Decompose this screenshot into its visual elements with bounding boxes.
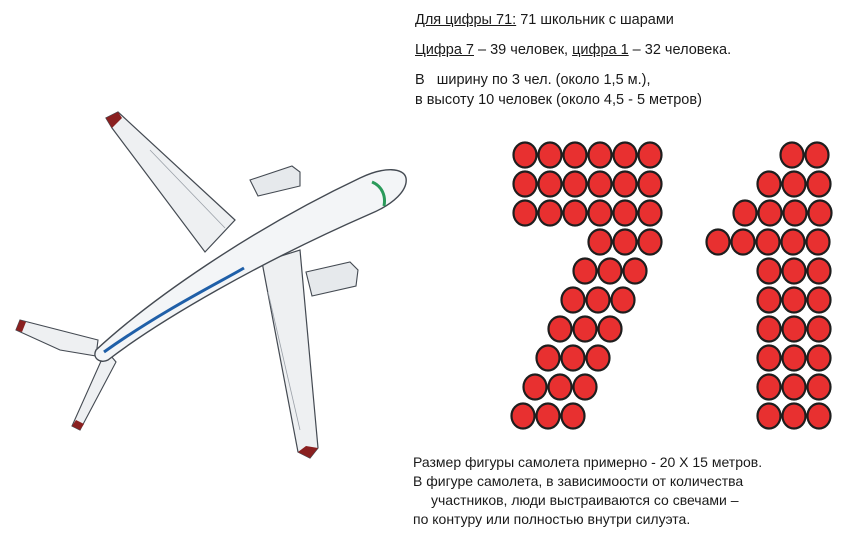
balloon (808, 404, 831, 429)
label-digit-1: цифра 1 (572, 42, 629, 58)
balloon (574, 375, 597, 400)
balloon (808, 172, 831, 197)
line-height: в высоту 10 человек (около 4,5 - 5 метров) (415, 92, 702, 108)
balloon (783, 288, 806, 313)
balloon (587, 288, 610, 313)
plane-size-text: Размер фигуры самолета примерно - 20 Х 15 метров. (413, 454, 763, 470)
balloon (514, 201, 537, 226)
balloon (639, 230, 662, 255)
balloon (564, 201, 587, 226)
balloon (587, 346, 610, 371)
balloon (562, 288, 585, 313)
balloon (537, 346, 560, 371)
balloon (734, 201, 757, 226)
text-71-students: 71 школьник с шарами (516, 12, 674, 28)
balloon (564, 172, 587, 197)
balloon (574, 317, 597, 342)
balloon (781, 143, 804, 168)
balloon (639, 201, 662, 226)
balloon (599, 259, 622, 284)
balloon (589, 201, 612, 226)
balloon (808, 317, 831, 342)
balloon (537, 404, 560, 429)
balloon (599, 317, 622, 342)
balloon (758, 172, 781, 197)
balloon (783, 259, 806, 284)
balloon (589, 143, 612, 168)
plane-arrangement-text-2: участников, люди выстраиваются со свечами – (431, 492, 739, 508)
balloon (808, 259, 831, 284)
balloon (614, 201, 637, 226)
line-width: В ширину по 3 чел. (около 1,5 м.), (415, 72, 651, 88)
balloon (539, 172, 562, 197)
balloon (758, 288, 781, 313)
balloon (562, 346, 585, 371)
balloon (614, 143, 637, 168)
instructions-bottom (413, 453, 762, 529)
plane-arrangement-text-3: по контуру или полностью внутри силуэта. (413, 511, 691, 527)
line-counts (415, 40, 731, 60)
balloon (539, 201, 562, 226)
balloon (589, 172, 612, 197)
balloon (707, 230, 730, 255)
balloon (639, 172, 662, 197)
line-digits-71 (415, 10, 731, 30)
balloon (807, 230, 830, 255)
balloon (639, 143, 662, 168)
balloon (514, 143, 537, 168)
label-for-71: Для цифры 71: (415, 12, 517, 28)
balloon (732, 230, 755, 255)
balloon (809, 201, 832, 226)
balloon (524, 375, 547, 400)
balloon (758, 259, 781, 284)
balloon (782, 230, 805, 255)
balloon (808, 346, 831, 371)
balloon (589, 230, 612, 255)
balloon (758, 404, 781, 429)
balloon (783, 317, 806, 342)
plane-arrangement-text-1: В фигуре самолета, в зависимоости от количества (413, 473, 744, 489)
balloon (624, 259, 647, 284)
digit-1-balloons (707, 143, 832, 429)
balloon (758, 375, 781, 400)
balloon (808, 288, 831, 313)
balloon (514, 172, 537, 197)
instructions-top (415, 10, 731, 120)
balloon (549, 375, 572, 400)
balloon (783, 172, 806, 197)
balloon (612, 288, 635, 313)
balloon (808, 375, 831, 400)
balloon (614, 230, 637, 255)
balloon (614, 172, 637, 197)
text-39-people: – 39 человек, (473, 42, 573, 58)
balloon (783, 404, 806, 429)
balloon (574, 259, 597, 284)
balloon (564, 143, 587, 168)
balloon (758, 317, 781, 342)
balloon (783, 375, 806, 400)
balloon (806, 143, 829, 168)
label-digit-7: Цифра 7 (415, 42, 474, 58)
balloon (562, 404, 585, 429)
balloon (783, 346, 806, 371)
digit-7-balloons (512, 143, 662, 429)
balloon (784, 201, 807, 226)
balloon (758, 346, 781, 371)
text-32-people: – 32 человека. (628, 42, 732, 58)
balloon (759, 201, 782, 226)
balloon (549, 317, 572, 342)
balloon (757, 230, 780, 255)
balloon (512, 404, 535, 429)
balloon (539, 143, 562, 168)
